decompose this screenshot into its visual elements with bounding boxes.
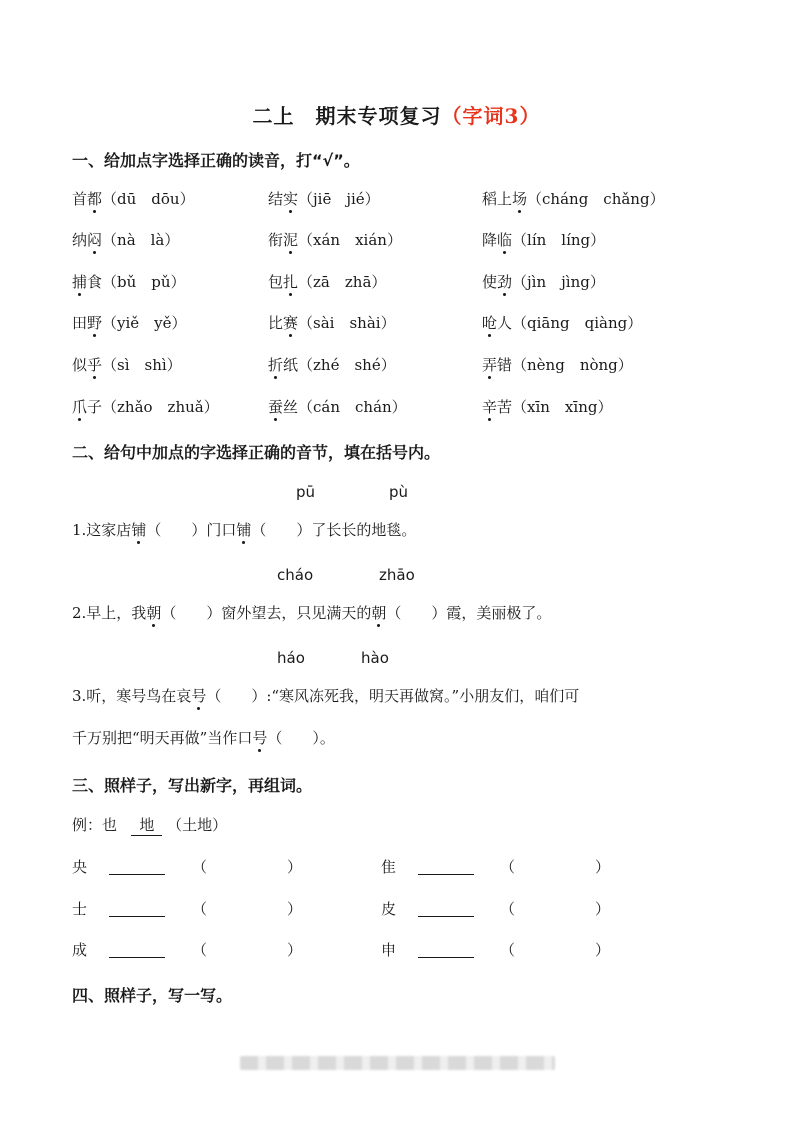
question-2 <box>72 602 551 623</box>
pinyin-options: （sài shài） <box>298 314 396 332</box>
q1-text-b: （ ）门口 <box>146 521 237 539</box>
q3-pinyin-2: hào <box>361 649 389 667</box>
pinyin-options: 子（zhǎo zhuǎ） <box>87 398 219 416</box>
word-prefix: 降 <box>482 231 498 249</box>
answer-blank[interactable] <box>109 957 165 958</box>
word-item <box>268 354 396 375</box>
section1-row <box>72 354 752 378</box>
dotted-char: 弄 <box>482 356 498 374</box>
word-item <box>72 312 187 333</box>
dotted-char: 场 <box>512 190 528 208</box>
pinyin-options: （jìn jìng） <box>512 273 605 291</box>
word-paren-close: ） <box>287 858 303 876</box>
word-prefix: 稻上 <box>482 190 513 208</box>
word-item <box>268 188 380 209</box>
word-item <box>72 229 179 250</box>
q1-dotted-2: 铺 <box>236 521 252 539</box>
q1-text-c: （ ）了长长的地毯。 <box>251 521 417 539</box>
q3-text-a: 3.听，寒号鸟在哀 <box>72 687 192 705</box>
word-paren-open: （ <box>192 858 208 876</box>
dotted-char: 蚕 <box>268 398 284 416</box>
word-item <box>482 312 642 333</box>
q1-pinyin-2: pù <box>389 483 409 501</box>
q2-text-b: （ ）窗外望去，只见满天的 <box>161 604 372 622</box>
dotted-char: 闷 <box>87 231 103 249</box>
dotted-char: 临 <box>497 231 513 249</box>
q2-pinyin-2: zhāo <box>379 566 415 584</box>
word-paren-open: （ <box>500 941 516 959</box>
word-item <box>72 396 219 417</box>
word-item <box>482 271 605 292</box>
section2-heading: 二、给句中加点的字选择正确的音节，填在括号内。 <box>72 443 441 462</box>
q3-pinyin-1: háo <box>277 649 305 667</box>
word-item <box>72 354 182 375</box>
dotted-char: 泥 <box>283 231 299 249</box>
word-item <box>268 312 396 333</box>
word-item <box>72 271 186 292</box>
dotted-char: 赛 <box>283 314 299 332</box>
pinyin-options: 人（qiāng qiàng） <box>497 314 643 332</box>
section4-heading: 四、照样子，写一写。 <box>72 986 233 1005</box>
word-paren-close: ） <box>287 900 303 918</box>
pinyin-options: 错（nèng nòng） <box>497 356 633 374</box>
q3-text-b: （ ）:“寒风冻死我，明天再做窝。”小朋友们，咱们可 <box>206 687 580 705</box>
component-char: 申 <box>381 941 397 959</box>
section1-row <box>72 188 752 212</box>
word-prefix: 衔 <box>268 231 284 249</box>
q1-pinyin-1: pū <box>296 483 316 501</box>
blurred-footer-watermark <box>240 1056 555 1070</box>
q3-dotted-1: 号 <box>191 687 207 705</box>
word-paren-open: （ <box>192 941 208 959</box>
section3-example <box>72 814 227 836</box>
answer-blank[interactable] <box>418 957 474 958</box>
word-prefix: 使 <box>482 273 498 291</box>
word-paren-open: （ <box>500 900 516 918</box>
word-item <box>268 229 402 250</box>
section1-row <box>72 271 752 295</box>
dotted-char: 折 <box>268 356 284 374</box>
section1-row <box>72 312 752 336</box>
answer-blank[interactable] <box>109 916 165 917</box>
word-item <box>482 188 665 209</box>
pinyin-options: 丝（cán chán） <box>283 398 407 416</box>
pinyin-options: （zā zhā） <box>298 273 387 291</box>
pinyin-options: （dū dōu） <box>102 190 195 208</box>
q2-dotted-1: 朝 <box>146 604 162 622</box>
word-paren-open: （ <box>500 858 516 876</box>
question-3-line-2 <box>72 727 335 748</box>
title-main: 二上 期末专项复习 <box>252 104 442 128</box>
dotted-char: 野 <box>87 314 103 332</box>
word-item <box>268 396 407 417</box>
word-prefix: 田 <box>72 314 88 332</box>
pinyin-options: 食（bǔ pǔ） <box>87 273 186 291</box>
q3-text-d: （ ）。 <box>267 729 335 747</box>
dotted-char: 呛 <box>482 314 498 332</box>
dotted-char: 扎 <box>283 273 299 291</box>
example-answer: 地 <box>131 814 162 836</box>
section1-row <box>72 229 752 253</box>
answer-blank[interactable] <box>418 874 474 875</box>
q2-pinyin-1: cháo <box>277 566 314 584</box>
q2-text-c: （ ）霞，美丽极了。 <box>386 604 552 622</box>
example-prefix: 例：也 <box>72 816 118 834</box>
dotted-char: 乎 <box>87 356 103 374</box>
word-paren-open: （ <box>192 900 208 918</box>
word-item <box>482 396 612 417</box>
q2-dotted-2: 朝 <box>371 604 387 622</box>
section1-heading: 一、给加点字选择正确的读音，打“√”。 <box>72 151 360 170</box>
component-char: 皮 <box>381 900 397 918</box>
word-prefix: 首 <box>72 190 88 208</box>
word-paren-close: ） <box>595 941 611 959</box>
q3-dotted-2: 号 <box>252 729 268 747</box>
word-prefix: 似 <box>72 356 88 374</box>
pinyin-options: （xán xián） <box>298 231 402 249</box>
word-item <box>268 271 386 292</box>
pinyin-options: 纸（zhé shé） <box>283 356 396 374</box>
dotted-char: 实 <box>283 190 299 208</box>
page-title <box>0 100 793 129</box>
q3-text-c: 千万别把“明天再做”当作口 <box>72 729 253 747</box>
answer-blank[interactable] <box>109 874 165 875</box>
component-char: 士 <box>72 900 88 918</box>
word-prefix: 结 <box>268 190 284 208</box>
word-paren-close: ） <box>595 858 611 876</box>
dotted-char: 捕 <box>72 273 88 291</box>
question-3-line-1 <box>72 685 579 706</box>
dotted-char: 辛 <box>482 398 498 416</box>
dotted-char: 劲 <box>497 273 513 291</box>
component-char: 成 <box>72 941 88 959</box>
word-paren-close: ） <box>287 941 303 959</box>
title-red-part: （字词3） <box>441 104 541 128</box>
word-item <box>482 229 605 250</box>
component-char: 隹 <box>381 858 397 876</box>
section1-row <box>72 396 752 420</box>
dotted-char: 都 <box>87 190 103 208</box>
word-item <box>72 188 195 209</box>
pinyin-options: （yiě yě） <box>102 314 187 332</box>
dotted-char: 爪 <box>72 398 88 416</box>
word-prefix: 比 <box>268 314 284 332</box>
component-char: 央 <box>72 858 88 876</box>
pinyin-options: （jiē jié） <box>298 190 380 208</box>
q1-text-a: 1.这家店 <box>72 521 132 539</box>
word-paren-close: ） <box>595 900 611 918</box>
word-item <box>482 354 633 375</box>
question-1 <box>72 519 416 540</box>
pinyin-options: （sì shì） <box>102 356 182 374</box>
section3-heading: 三、照样子，写出新字，再组词。 <box>72 776 313 795</box>
word-prefix: 纳 <box>72 231 88 249</box>
pinyin-options: （nà là） <box>102 231 180 249</box>
pinyin-options: （lín líng） <box>512 231 606 249</box>
example-word: （土地） <box>167 816 228 834</box>
pinyin-options: （cháng chǎng） <box>527 190 665 208</box>
answer-blank[interactable] <box>418 916 474 917</box>
q1-dotted-1: 铺 <box>131 521 147 539</box>
q2-text-a: 2.早上，我 <box>72 604 147 622</box>
word-prefix: 包 <box>268 273 284 291</box>
pinyin-options: 苦（xīn xīng） <box>497 398 613 416</box>
